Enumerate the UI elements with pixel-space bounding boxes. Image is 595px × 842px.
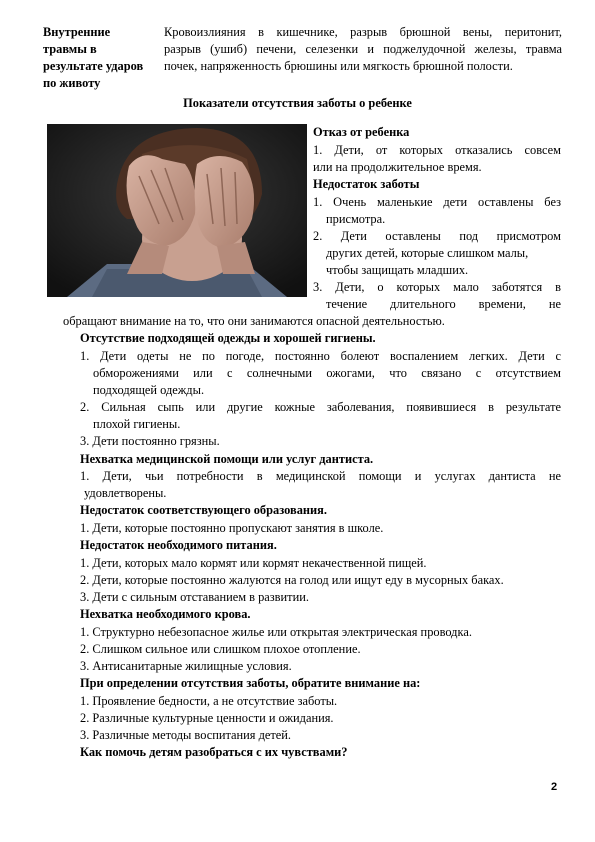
clothing-item-2-line-1: 2. Сильная сыпь или другие кожные заболевания, появившиеся в результате: [80, 400, 561, 414]
section-title: Показатели отсутствия заботы о ребенке: [183, 96, 412, 110]
injury-title-line-1: Внутренние: [43, 25, 111, 39]
clothing-item-3: 3. Дети постоянно грязны.: [80, 434, 220, 448]
child-covering-face-photo: [47, 124, 307, 297]
lack-care-item-3-line-1: 3. Дети, о которых мало заботятся в: [313, 280, 561, 294]
final-question-heading: Как помочь детям разобраться с их чувствами?: [80, 745, 348, 759]
rejection-line-2: или на продолжительное время.: [313, 160, 482, 174]
lack-care-item-2-line-1: 2. Дети оставлены под присмотром: [313, 229, 561, 243]
clothing-item-2-line-2: плохой гигиены.: [93, 417, 181, 431]
injury-text-line-1: Кровоизлияния в кишечнике, разрыв брюшной вены, перитонит,: [164, 25, 562, 39]
lack-care-tail: обращают внимание на то, что они занимаются опасной деятельностью.: [63, 314, 445, 328]
clothing-item-1-line-2: обморожениями или с солнечными ожогами, что связано с отсутствием: [93, 366, 561, 380]
shelter-item-3: 3. Антисанитарные жилищные условия.: [80, 659, 292, 673]
nutrition-item-1: 1. Дети, которых мало кормят или кормят некачественной пищей.: [80, 556, 427, 570]
attention-item-2: 2. Различные культурные ценности и ожидания.: [80, 711, 334, 725]
rejection-heading: Отказ от ребенка: [313, 125, 410, 139]
lack-care-item-1-line-2: присмотра.: [326, 212, 386, 226]
shelter-heading: Нехватка необходимого крова.: [80, 607, 251, 621]
attention-item-3: 3. Различные методы воспитания детей.: [80, 728, 292, 742]
page-number: 2: [551, 781, 558, 793]
medical-item-1-line-2: удовлетворены.: [84, 486, 167, 500]
clothing-item-1-line-3: подходящей одежды.: [93, 383, 205, 397]
injury-title-line-4: по животу: [43, 76, 101, 90]
medical-item-1-line-1: 1. Дети, чьи потребности в медицинской помощи и услугах дантиста не: [80, 469, 561, 483]
nutrition-item-3: 3. Дети с сильным отставанием в развитии.: [80, 590, 309, 604]
clothing-item-1-line-1: 1. Дети одеты не по погоде, постоянно болеют воспалением легких. Дети с: [80, 349, 561, 363]
nutrition-heading: Недостаток необходимого питания.: [80, 538, 277, 552]
lack-care-item-2-line-3: чтобы защищать младших.: [326, 263, 469, 277]
lack-care-heading: Недостаток заботы: [313, 177, 420, 191]
lack-care-item-1-line-1: 1. Очень маленькие дети оставлены без: [313, 195, 561, 209]
shelter-item-2: 2. Слишком сильное или слишком плохое отопление.: [80, 642, 361, 656]
rejection-line-1: 1. Дети, от которых отказались совсем: [313, 143, 561, 157]
injury-text-line-3: почек, напряженность брюшины или мягкость брюшной полости.: [164, 59, 513, 73]
nutrition-item-2: 2. Дети, которые постоянно жалуются на голод или ищут еду в мусорных баках.: [80, 573, 504, 587]
shelter-item-1: 1. Структурно небезопасное жилье или открытая электрическая проводка.: [80, 625, 472, 639]
lack-care-item-2-line-2: других детей, которые слишком малы,: [326, 246, 529, 260]
attention-item-1: 1. Проявление бедности, а не отсутствие заботы.: [80, 694, 338, 708]
injury-title-line-2: травмы в: [43, 42, 97, 56]
education-item-1: 1. Дети, которые постоянно пропускают занятия в школе.: [80, 521, 384, 535]
attention-heading: При определении отсутствия заботы, обратите внимание на:: [80, 676, 421, 690]
injury-text-line-2: разрыв (ушиб) печени, селезенки и поджелудочной железы, травма: [164, 42, 562, 56]
medical-heading: Нехватка медицинской помощи или услуг дантиста.: [80, 452, 374, 466]
lack-care-item-3-line-2: течение длительного времени, не: [326, 297, 561, 311]
clothing-heading: Отсутствие подходящей одежды и хорошей гигиены.: [80, 331, 376, 345]
education-heading: Недостаток соответствующего образования.: [80, 503, 327, 517]
injury-title-line-3: результате ударов: [43, 59, 144, 73]
